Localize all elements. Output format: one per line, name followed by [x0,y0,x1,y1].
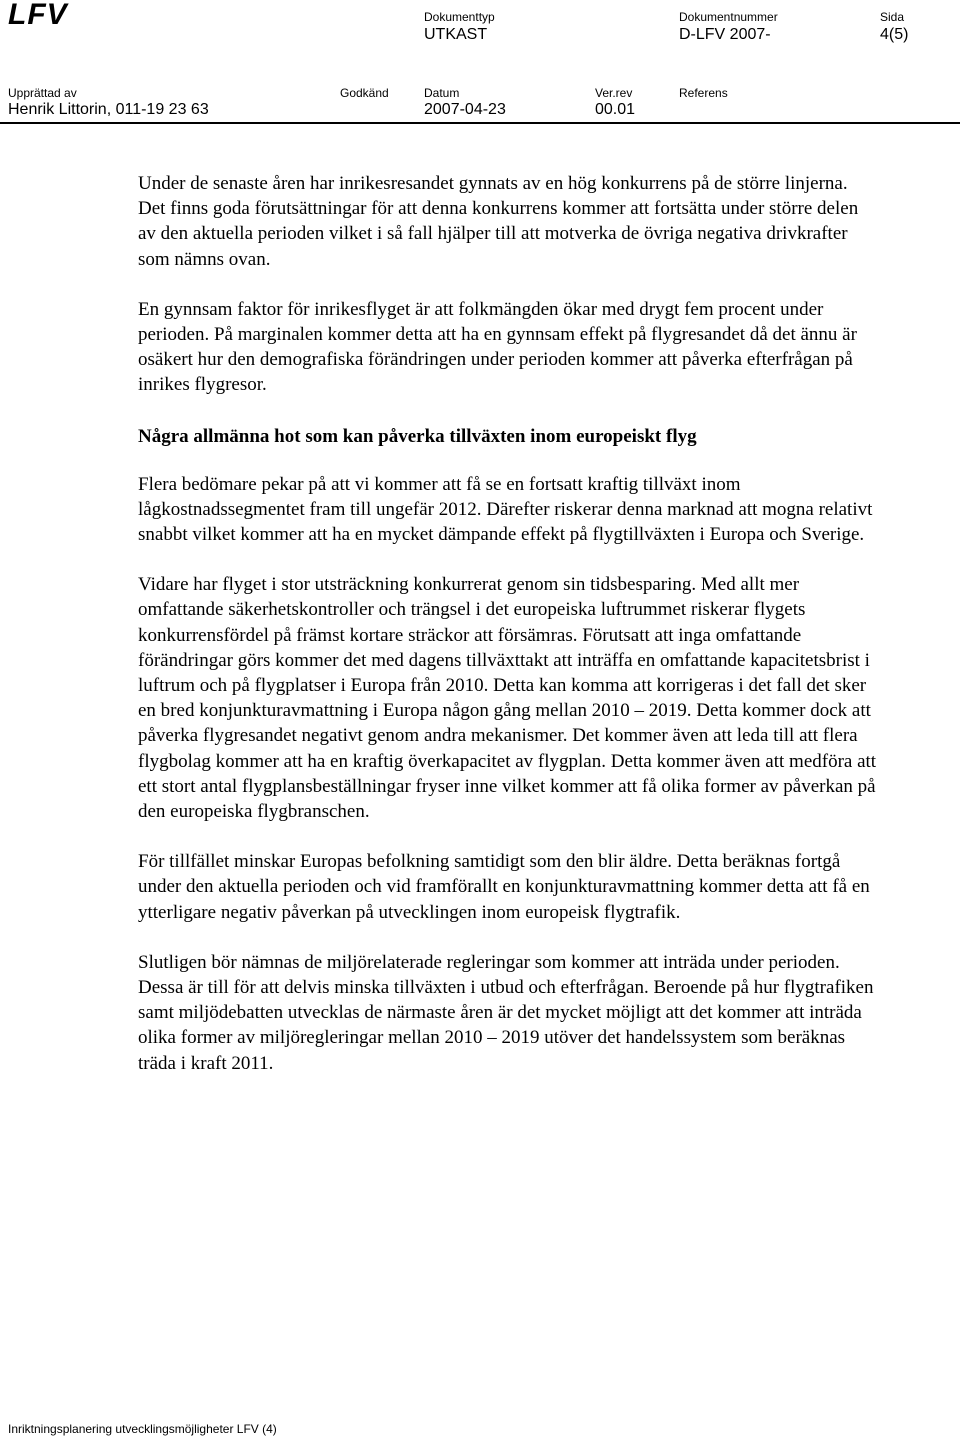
reference-label: Referens [679,86,728,100]
page-number: 4(5) [880,26,909,43]
revision-label: Ver.rev [595,86,633,100]
revision-value: 00.01 [595,101,636,118]
paragraph-competition: Under de senaste åren har inrikesresandet gynnats av en hög konkurrens på de större linjerna. Det finns goda förutsättningar för att denna konkurrens kommer att fortsätta under större delen av den aktuella perioden vilket i så fall hjälper till att motverka de övriga negativa drivkrafter som nämns ovan. [138,173,859,270]
page-label: Sida [880,10,905,24]
doctype-label: Dokumenttyp [424,10,495,24]
lfv-logo: LFV [8,0,68,31]
header-divider [0,122,960,124]
paragraph-demographics: För tillfället minskar Europas befolkning samtidigt som den blir äldre. Detta beräknas fortgå under den aktuella perioden och vid framförallt en konjunkturavmattning kommer detta att få en ytterligare negativ påverkan på utvecklingen inom europeisk flygtrafik. [138,851,870,923]
date-label: Datum [424,86,460,100]
author-label: Upprättad av [8,86,77,100]
document-body [138,171,878,1101]
doctype-value: UTKAST [424,26,488,43]
footer-text: Inriktningsplanering utvecklingsmöjligheter LFV (4) [8,1422,277,1436]
paragraph-capacity: Vidare har flyget i stor utsträckning konkurrerat genom sin tidsbesparing. Med allt mer omfattande säkerhetskontroller och trängsel i det europeiska luftrummet riskerar flygets konkurrensfördel på främst kortare sträckor att försämras. Förutsatt att inga omfattande förändringar görs kommer det med dagens tillväxttakt att inträffa en omfattande kapacitetsbrist i luftrum och på flygplatser i Europa från 2010. Detta kan komma att korrigeras i det fall det sker en bred konjunkturavmattning i Europa någon gång mellan 2010 – 2019. Detta kommer dock att påverka flygresandet negativt genom andra mekanismer. Det kommer även att leda till att flera flygbolag kommer att ha en kraftig överkapacitet av flygplan. Detta kommer även att medföra att ett stort antal flygplansbeställningar fryser inne vilket kommer att få olika former av påverkan på den europeiska flygbranschen. [138,574,877,823]
paragraph-population: En gynnsam faktor för inrikesflyget är att folkmängden ökar med drygt fem procent under perioden. På marginalen kommer detta att ha en gynnsam effekt på flygresandet då det ännu är osäkert hur den demografiska förändringen under perioden kommer att påverka efterfrågan på inrikes flygresor. [138,298,857,396]
date-value: 2007-04-23 [424,101,506,118]
paragraph-environment: Slutligen bör nämnas de miljörelaterade regleringar som kommer att inträda under perioden. Dessa är till för att delvis minska tillväxten i utbud och efterfrågan. Beroende på hur flygtrafiken samt miljödebatten utvecklas de närmaste åren är det mycket möjligt att det kommer att inträda olika former av miljöregleringar mellan 2010 – 2019 utöver det handelssystem som beräknas träda i kraft 2011. [138,951,874,1074]
approved-label: Godkänd [340,86,389,100]
section-heading: Några allmänna hot som kan påverka tillväxten inom europeiskt flyg [138,425,697,447]
author-value: Henrik Littorin, 011-19 23 63 [8,101,209,118]
paragraph-lowcost: Flera bedömare pekar på att vi kommer att få se en fortsatt kraftig tillväxt inom lågkostnadssegmentet fram till ungefär 2012. Därefter riskerar denna marknad att mogna relativt snabbt vilket kommer att ha en mycket dämpande effekt på flygtillväxten i Europa och Sverige. [138,473,873,546]
docnumber-label: Dokumentnummer [679,10,778,24]
docnumber-value: D-LFV 2007- [679,26,771,43]
